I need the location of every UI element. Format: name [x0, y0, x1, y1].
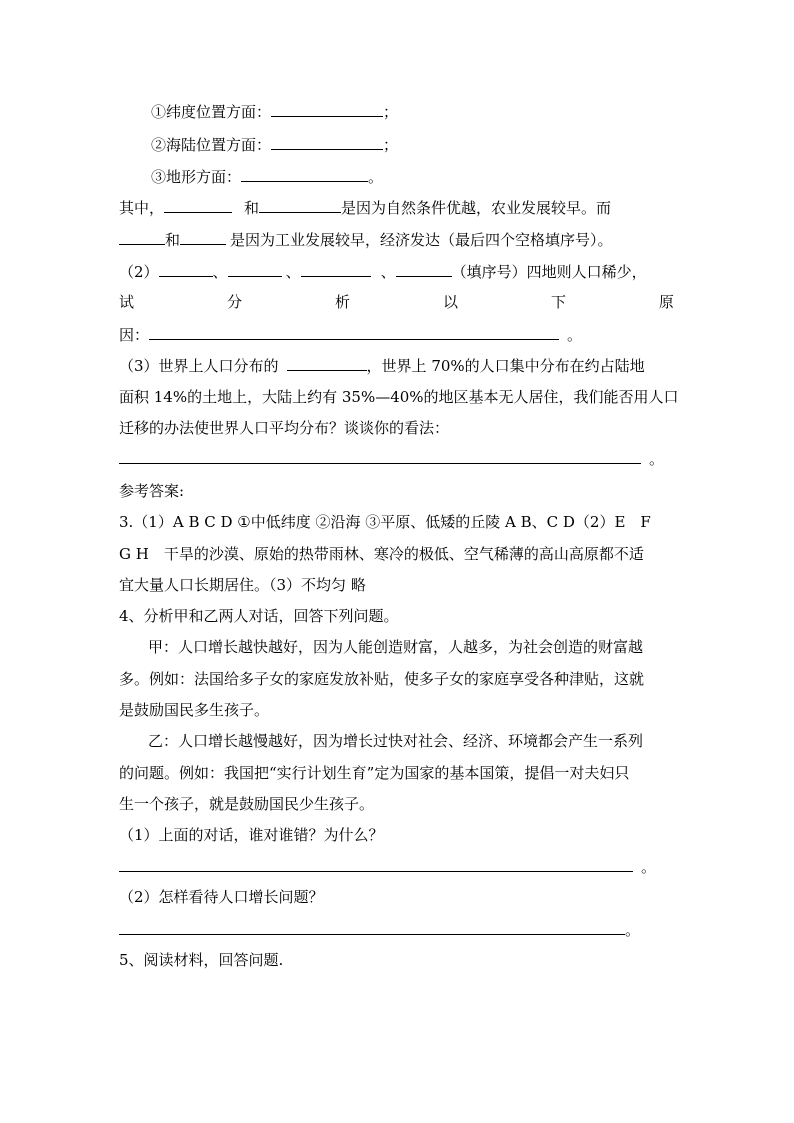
question-text: （2）怎样看待人口增长问题？ — [119, 888, 324, 906]
text-segment: 和 — [244, 199, 260, 217]
terrain-line — [151, 166, 383, 187]
reason-label: 因： — [119, 326, 150, 344]
yi-line-1 — [148, 731, 643, 751]
answer-text: 宜大量人口长期居住。（3）不均匀 略 — [119, 576, 366, 594]
q4-part1 — [119, 825, 384, 845]
opinion-answer-line — [119, 448, 664, 469]
jia-line-2 — [119, 669, 644, 689]
spread-char: 下 — [550, 293, 566, 311]
period: 。 — [649, 450, 665, 468]
dialogue-text: 是鼓励国民多生孩子。 — [119, 701, 270, 719]
dialogue-text: 多。例如：法国给多子女的家庭发放补贴，使多子女的家庭享受各种津贴，这就 — [119, 670, 645, 688]
answer-line-3 — [119, 575, 366, 595]
dialogue-text: 生一个孩子，就是鼓励国民少生孩子。 — [119, 795, 375, 813]
text-segment: ，世界上 70%的人口集中分布在约占陆地 — [366, 357, 645, 375]
period: 。 — [625, 921, 641, 939]
question-text: （1）上面的对话，谁对谁错？为什么？ — [119, 826, 384, 844]
answer-text: 3.（1）A B C D ①中低纬度 ②沿海 ③平原、低矮的丘陵 A B、C D（2）E F — [119, 513, 651, 531]
text-segment: （3）世界上人口分布的 — [119, 357, 279, 375]
q3-line4 — [119, 197, 611, 218]
terrain-label: ③地形方面： — [151, 168, 242, 186]
blank-3[interactable] — [119, 229, 165, 245]
land-sea-blank[interactable] — [271, 134, 383, 150]
blank-4[interactable] — [180, 229, 226, 245]
land-sea-label: ②海陆位置方面： — [151, 136, 272, 154]
text-segment: 面积 14%的土地上，大陆上约有 35%—40%的地区基本无人居住，我们能否用人口 — [119, 388, 679, 406]
land-sea-line — [151, 134, 398, 155]
q3-part3-line1 — [119, 355, 645, 376]
answers-title — [119, 481, 184, 501]
text-segment: 、 — [380, 263, 396, 281]
answer-text: G H 干旱的沙漠、原始的热带雨林、寒冷的极低、空气稀薄的高山高原都不适 — [119, 545, 644, 563]
blank-6[interactable] — [228, 261, 282, 277]
answer-line-1 — [119, 512, 651, 532]
dialogue-text: 甲：人口增长越快越好，因为人能创造财富，人越多，为社会创造的财富越 — [148, 638, 644, 656]
q4-part2 — [119, 887, 324, 907]
answer-blank[interactable] — [119, 856, 633, 872]
text-segment: 是因为自然条件优越，农业发展较早。而 — [341, 199, 612, 217]
blank-2[interactable] — [259, 197, 341, 213]
text-segment: 、 — [212, 263, 228, 281]
text-segment: 和 — [165, 231, 181, 249]
blank-5[interactable] — [159, 261, 213, 277]
blank-1[interactable] — [164, 197, 232, 213]
text-segment: （填序号）四地则人口稀少， — [451, 263, 647, 281]
q5-title — [119, 950, 283, 970]
period: 。 — [567, 326, 583, 344]
text-segment: 其中， — [119, 199, 165, 217]
jia-line-3 — [119, 700, 269, 720]
semicolon: ； — [383, 136, 399, 154]
question-title: 5、阅读材料，回答问题. — [119, 951, 284, 969]
spread-char: 原 — [658, 293, 674, 311]
text-segment: 迁移的办法使世界人口平均分布？谈谈你的看法： — [119, 419, 450, 437]
text-segment: 、 — [285, 263, 301, 281]
yi-line-2 — [119, 763, 629, 783]
period: 。 — [368, 168, 384, 186]
answer-line-2 — [119, 544, 644, 564]
question-title: 4、分析甲和乙两人对话，回答下列问题。 — [119, 607, 399, 625]
spread-char: 析 — [334, 293, 350, 311]
dialogue-text: 乙：人口增长越慢越好，因为增长过快对社会、经济、环境都会产生一系列 — [148, 732, 644, 750]
blank-7[interactable] — [301, 261, 371, 277]
distribution-blank[interactable] — [287, 355, 367, 371]
latitude-line — [151, 101, 398, 122]
q4-part2-answer — [119, 919, 640, 940]
answers-title-text: 参考答案: — [119, 482, 185, 500]
reason-blank[interactable] — [149, 324, 559, 340]
spread-char: 以 — [442, 293, 458, 311]
spread-line — [119, 292, 674, 312]
reason-line — [119, 324, 582, 345]
jia-line-1 — [148, 637, 643, 657]
text-segment: 是因为工业发展较早，经济发达（最后四个空格填序号）。 — [230, 231, 613, 249]
dialogue-text: 的问题。例如：我国把“实行计划生育”定为国家的基本国策，提倡一对夫妇只 — [119, 764, 630, 782]
answer-blank[interactable] — [119, 919, 625, 935]
latitude-blank[interactable] — [271, 101, 383, 117]
period: 。 — [641, 858, 657, 876]
q3-part2-line — [119, 261, 647, 282]
q4-part1-answer — [119, 856, 656, 877]
q3-part3-line3 — [119, 418, 449, 438]
opinion-blank[interactable] — [119, 448, 641, 464]
blank-8[interactable] — [396, 261, 452, 277]
spread-char: 试 — [119, 293, 135, 311]
terrain-blank[interactable] — [241, 166, 368, 182]
latitude-label: ①纬度位置方面： — [151, 103, 272, 121]
yi-line-3 — [119, 794, 374, 814]
q4-title — [119, 606, 399, 626]
q3-part3-line2 — [119, 387, 679, 407]
part-number: （2） — [119, 263, 159, 281]
q3-line5 — [119, 229, 613, 250]
semicolon: ； — [383, 103, 399, 121]
spread-char: 分 — [226, 293, 242, 311]
